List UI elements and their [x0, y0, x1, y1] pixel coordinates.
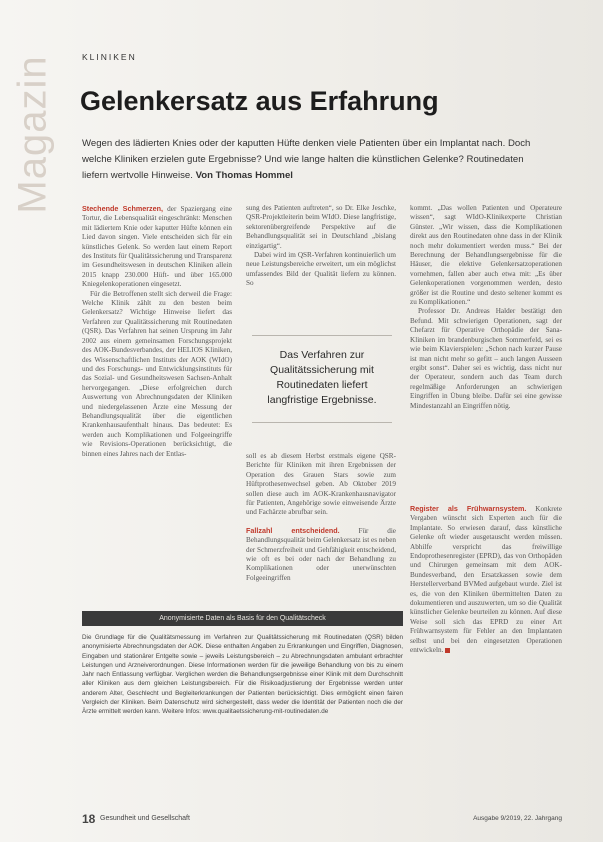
paragraph: Dabei wird im QSR-Verfahren kontinuierlich um neue Leistungsbereiche erweitert, um ein möglichst umfassendes Bild der Qualität liefern zu können. So — [246, 251, 396, 288]
lead-author: Von Thomas Hommel — [195, 170, 293, 181]
paragraph — [410, 504, 562, 656]
article-title: Gelenkersatz aus Erfahrung — [80, 86, 439, 116]
paragraph: Für die Betroffenen stellt sich derweil die Frage: Welche Klinik zählt zu den besten beim Gelenkersatz? Wichtige Hinweise liefert das Verfahren zur Qualitätssicherung mit Routinedaten (QSR). Das Verfahren hat seinen Ursprung im Jahr 2002 aus einem gemeinsamen Forschungsprojekt des AOK-Bundesverbandes, der HELIOS Kliniken, des Wissenschaftlichen Instituts der AOK (WIdO) und des Forschungs- und Entwicklungsinstituts für das Sozial- und Gesundheitswesen Sachsen-Anhalt hervorgegangen. „Diese erfolgreichen durch Auswertung von Abrechnungsdaten der Kliniken und niedergelassenen Ärzte eine Messung der Behandlungsqualität über die eigentlichen Krankenhausaufenthalt hinaus. Das bedeutet: Es werden auch Komplikationen und Folgeeingriffe wie Revisions-Operationen berücksichtigt, die binnen eines Jahres nach der Entlas- — [82, 289, 232, 458]
paragraph-text: Für die Behandlungsqualität beim Gelenkersatz ist es neben der Schmerzfreiheit und Gehfähigkeit entscheidend, wie oft es bei oder nach der Behandlung zu Komplikationen oder unerwünschten Folgeeingriffen — [246, 526, 396, 582]
side-word-text: Magazin — [10, 55, 55, 214]
paragraph-text: der Spaziergang eine Tortur, die Lebensqualität eingeschränkt: Menschen mit lädiertem Knie oder kaputter Hüfte können ein Lied davon singen. Viele entscheiden sich für ein künstliches Gelenk. So werden laut einem Report des Instituts für Qualitätssicherung und Transparenz im Gesundheitswesen in deutschen Kliniken allein 2015 knapp 230.000 Hüft- und über 165.000 Kniegelenkoperationen eingesetzt. — [82, 205, 232, 289]
paragraph: kommt. „Das wollen Patienten und Operateure wissen“, sagt WIdO-Klinikexperte Christian Günster. „Wir wissen, dass die Komplikationen direkt aus den Routinedaten ohne dass in der Klinik noch mehr dokumentiert werden muss.“ Bei der Berechnung der Behandlungsergebnisse für die Häuser, die elektive Gelenkersatzoperationen vornehmen, fallen aber auch etwa mit: „Es über Gelenkoperationen vorgenommen werden, desto größer ist die Routine und desto seltener kommt es zu Komplikationen.“ — [410, 204, 562, 307]
page-number: 18 — [82, 812, 96, 826]
info-box-body: Die Grundlage für die Qualitätsmessung im Verfahren zur Qualitätssicherung mit Routinedaten (QSR) bilden anonymisierte Abrechnungsdaten der AOK. Diese enthalten Angaben zu Erkrankungen und Eingriffen, Diagnosen, Eingaben und stationärer Entgelte sowie – jeweils Leistungsbereich – zu Abrechnungsdaten ambulant erbrachter Leistungen und Arzneiverordnungen. Diese Informationen werden für die jeweilige Behandlung von bis zu einem Jahr nach Entlassung verfügbar. Verglichen werden die Behandlungsergebnisse einer Klinik mit dem Durchschnitt aller Kliniken aus dem gleichen Leistungsbereich. Für die Risikoadjustierung der Ergebnisse werden unter anderem Alter, Geschlecht und Begleiterkrankungen der Patienten berücksichtigt. Dies ermöglicht einen fairen Vergleich der Kliniken. Beim Datenschutz wird sichergestellt, dass weder die Identität der Patienten noch die der Ärzte ermittelt werden kann. Weitere Infos: www.qualitaetssicherung-mit-routinedaten.de — [82, 634, 403, 716]
lead-text: Wegen des lädierten Knies oder der kaputten Hüfte denken viele Patienten über ein Implantat nach. Doch welche Kliniken erzielen gute Ergebnisse? Und wie lange halten die künstlichen Gelenke? Routinedaten liefern wertvolle Hinweise. — [82, 138, 531, 181]
section-kicker: KLINIKEN — [82, 52, 137, 62]
end-mark-icon — [445, 648, 450, 653]
paragraph: sung des Patienten auftreten“, so Dr. Elke Jeschke, QSR-Projektleiterin beim WIdO. Diese langfristige, sektorenübergreifende Perspektive auf die Behandlungsqualität sei in Deutschland „bislang einzigartig“. — [246, 204, 396, 250]
column-subhead: Stechende Schmerzen, — [82, 204, 164, 213]
text-column-3-bottom — [410, 504, 562, 656]
paragraph — [246, 526, 396, 583]
column-subhead: Fallzahl entscheidend. — [246, 525, 340, 535]
pull-quote: Das Verfahren zur Qualitätssicherung mit Routinedaten liefert langfristige Ergebnisse. — [252, 335, 392, 423]
paragraph-text: Konkrete Vergaben wünscht sich Experten auch für die Implantate. So erwiesen darauf, dass künstliche Gelenke oft wieder ausgetauscht werden müssen. Abhilfe verspricht das freiwillige Endoprothesenregister (EPRD), das von Orthopäden und Chirurgen gemeinsam mit dem AOK-Bundesverband, den Ersatzkassen sowie dem Herstellerverband BVMed aufgebaut wurde. Ziel ist es, die von den Kliniken übermittelten Daten zu dokumentieren und auszuwerten, um so die Qualität künstlicher Gelenke beurteilen zu können. Auf diese Weise soll sich das EPRD zu einer Art Frühwarnsystem für Fehler an den Implantaten selbst und bei den eingesetzten Operationen entwickeln. — [410, 505, 562, 655]
section-side-label — [10, 42, 58, 222]
paragraph: Professor Dr. Andreas Halder bestätigt den Befund. Mit schwierigen Operationen, sagt der Chefarzt für Operative Orthopädie der Sana-Kliniken im brandenburgischen Sommerfeld, sei es wie beim Klavierspielen: „Schon nach kurzer Pause ist man nicht mehr so gefitt – auch langen Ausseen ergibt sonst“. Daher sei es wichtig, dass nicht nur der Operateur, sondern auch das Team durch regelmäßige Anforderungen an schwierigen Eingriffen in Übung bleibe. Dafür sei eine gewisse Mindestanzahl an Eingriffen nötig. — [410, 307, 562, 410]
text-column-1 — [82, 204, 232, 459]
info-box-header: Anonymisierte Daten als Basis für den Qualitätscheck — [82, 611, 403, 626]
article-lead — [82, 136, 547, 184]
text-column-2-bottom — [246, 452, 396, 583]
publication-name: Gesundheit und Gesellschaft — [100, 815, 190, 822]
column-subhead: Register als Frühwarnsystem. — [410, 504, 527, 513]
issue-info: Ausgabe 9/2019, 22. Jahrgang — [473, 815, 562, 822]
page-footer — [82, 812, 562, 826]
paragraph: soll es ab diesem Herbst erstmals eigene QSR-Berichte für Kliniken mit ihren Ergebnissen der Operation des Grauen Stars sowie zum Hüftprothesenwechsel geben. Ab Oktober 2019 sollen diese auch im AOK-Krankenhausnavigator für Patienten, Angehörige sowie einweisende Ärzte und Fachärzte abrufbar sein. — [246, 452, 396, 517]
paragraph — [82, 204, 232, 290]
text-column-3-top — [410, 204, 562, 411]
text-column-2-top — [246, 204, 396, 289]
